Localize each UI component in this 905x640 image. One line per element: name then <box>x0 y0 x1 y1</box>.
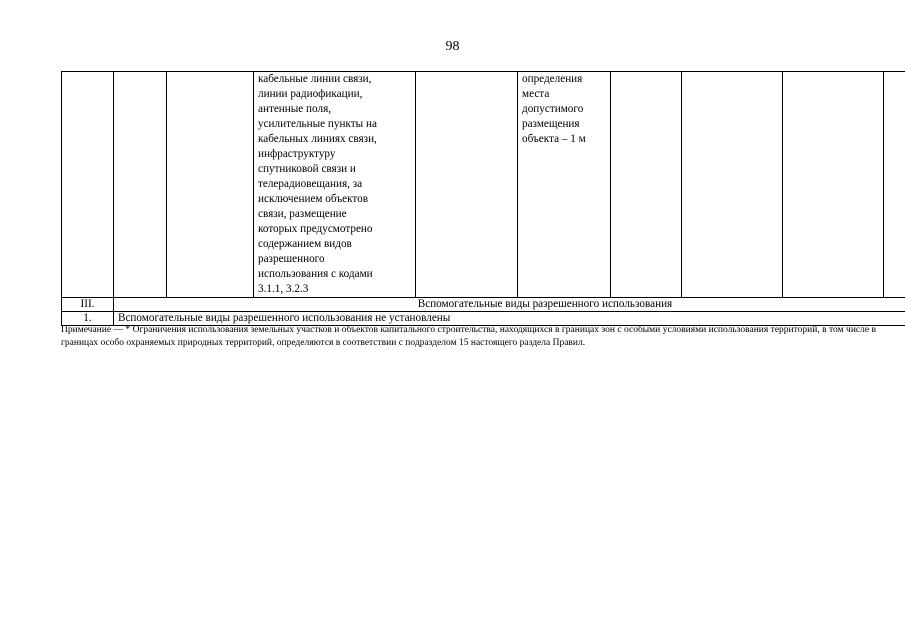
table-row <box>62 72 905 298</box>
table-cell-empty <box>416 72 518 298</box>
parameters-text: определения места допустимого размещения объекта – 1 м <box>522 73 586 145</box>
table-cell-empty <box>884 72 905 298</box>
description-text: кабельные линии связи, линии радиофикации, антенные поля, усилительные пункты на кабельных линиях связи, инфраструктуру спутниковой связи и телерадиовещания, за исключением объектов связи, размещение которых предусмотрено содержанием видов разрешенного использования с кодами 3.1.1, 3.2.3 <box>258 73 377 295</box>
item-text: Вспомогательные виды разрешенного использования не установлены <box>114 312 905 326</box>
section-row <box>62 298 905 312</box>
table-cell-empty <box>783 72 884 298</box>
section-number: III. <box>62 298 114 312</box>
footnote: Примечание — * Ограничения использования земельных участков и объектов капитального строительства, находящихся в границах зон с особыми условиями использования территорий, в том числе в границах особо охраняемых природных территорий, определяются в соответствии с подразделом 15 настоящего раздела Правил. <box>61 325 876 348</box>
page-number: 98 <box>445 39 460 54</box>
table-cell-use-type <box>167 72 254 298</box>
table-cell-empty <box>682 72 783 298</box>
table-cell-empty <box>611 72 682 298</box>
table-cell-description <box>254 72 416 298</box>
table-cell-number <box>62 72 114 298</box>
item-number: 1. <box>62 312 114 326</box>
section-title: Вспомогательные виды разрешенного использования <box>114 298 905 312</box>
table-cell-code <box>114 72 167 298</box>
regulations-table <box>61 71 905 326</box>
table-cell-parameters <box>518 72 611 298</box>
